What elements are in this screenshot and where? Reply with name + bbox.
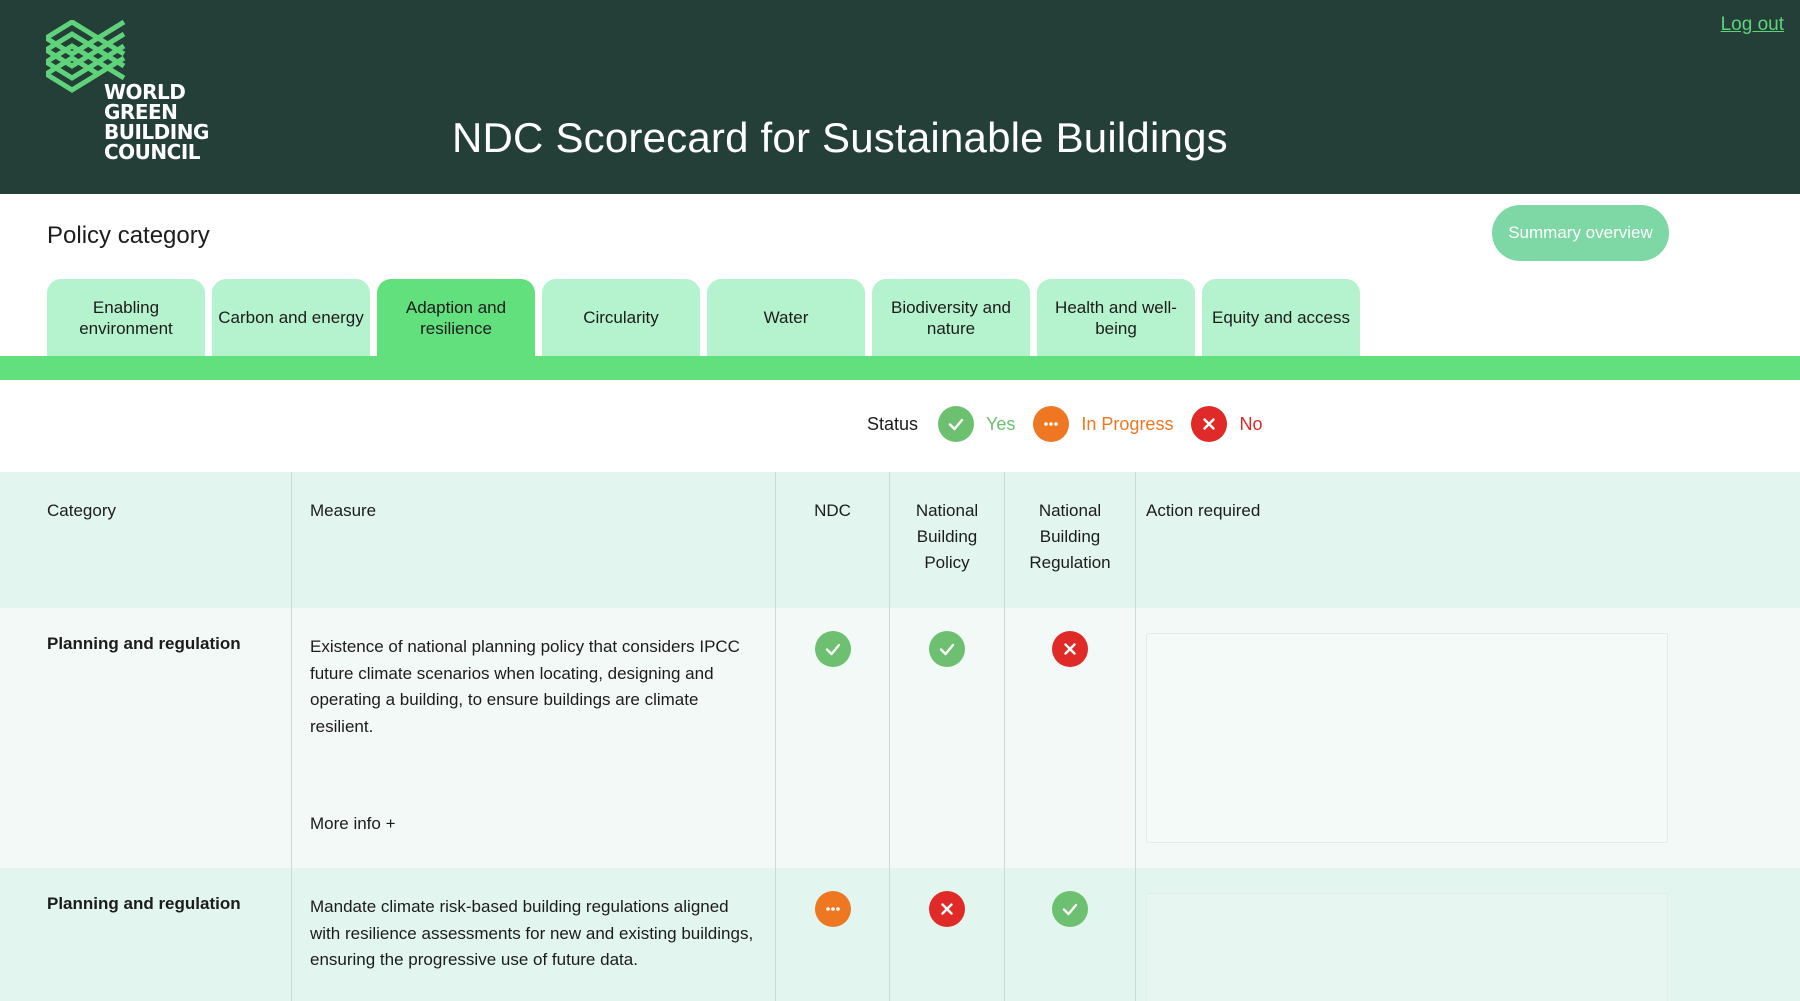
status-legend bbox=[867, 406, 1280, 442]
scorecard-table bbox=[0, 472, 1800, 1001]
more-info-toggle[interactable]: More info + bbox=[310, 814, 396, 833]
tab-enabling-environment[interactable]: Enabling environment bbox=[47, 279, 205, 356]
header-national-building-policy: National Building Policy bbox=[915, 501, 979, 572]
status-yes-icon bbox=[929, 631, 965, 667]
row-measure: Mandate climate risk-based building regulations aligned with resilience assessments for new and existing buildings, ensuring the progressive use of future data. bbox=[310, 897, 754, 969]
tab-circularity[interactable]: Circularity bbox=[542, 279, 700, 356]
header-category: Category bbox=[47, 501, 116, 520]
logo-wordmark: WORLD GREEN BUILDING COUNCIL bbox=[104, 80, 209, 164]
table-row bbox=[0, 608, 1800, 868]
policy-tabs bbox=[47, 279, 1360, 356]
check-icon bbox=[938, 406, 974, 442]
action-required-input[interactable] bbox=[1146, 893, 1668, 1001]
tab-equity-and-access[interactable]: Equity and access bbox=[1202, 279, 1360, 356]
cross-icon bbox=[1191, 406, 1227, 442]
legend-no-label: No bbox=[1239, 413, 1263, 434]
header-ndc: NDC bbox=[814, 501, 851, 520]
row-measure: Existence of national planning policy that considers IPCC future climate scenarios when locating, designing and operating a building, to ensure buildings are climate resilient. bbox=[310, 637, 740, 736]
summary-overview-button[interactable]: Summary overview bbox=[1492, 205, 1669, 261]
table-header-row bbox=[0, 472, 1800, 608]
legend-yes bbox=[938, 406, 1015, 442]
table-row bbox=[0, 868, 1800, 1001]
status-legend-label: Status bbox=[867, 413, 919, 434]
row-category: Planning and regulation bbox=[47, 634, 241, 653]
policy-category-heading: Policy category bbox=[47, 222, 210, 249]
row-category: Planning and regulation bbox=[47, 894, 241, 913]
header-action-required: Action required bbox=[1146, 501, 1261, 520]
tab-water[interactable]: Water bbox=[707, 279, 865, 356]
status-in-progress-icon bbox=[815, 891, 851, 927]
status-yes-icon bbox=[815, 631, 851, 667]
status-yes-icon bbox=[1052, 891, 1088, 927]
tab-health-and-well-being[interactable]: Health and well-being bbox=[1037, 279, 1195, 356]
action-required-input[interactable] bbox=[1146, 633, 1668, 843]
tab-biodiversity-and-nature[interactable]: Biodiversity and nature bbox=[872, 279, 1030, 356]
status-no-icon bbox=[929, 891, 965, 927]
status-no-icon bbox=[1052, 631, 1088, 667]
app-header bbox=[0, 0, 1800, 194]
legend-no bbox=[1191, 406, 1262, 442]
legend-in-progress-label: In Progress bbox=[1081, 413, 1174, 434]
header-national-building-regulation: National Building Regulation bbox=[1029, 501, 1111, 572]
ellipsis-icon bbox=[1033, 406, 1069, 442]
logout-link[interactable]: Log out bbox=[1720, 14, 1784, 35]
page-title: NDC Scorecard for Sustainable Buildings bbox=[452, 114, 1228, 161]
tab-carbon-and-energy[interactable]: Carbon and energy bbox=[212, 279, 370, 356]
tab-adaption-and-resilience[interactable]: Adaption and resilience bbox=[377, 279, 535, 356]
header-measure: Measure bbox=[310, 501, 377, 520]
legend-yes-label: Yes bbox=[986, 413, 1016, 434]
legend-in-progress bbox=[1033, 406, 1173, 442]
tab-underline-bar bbox=[0, 356, 1800, 380]
